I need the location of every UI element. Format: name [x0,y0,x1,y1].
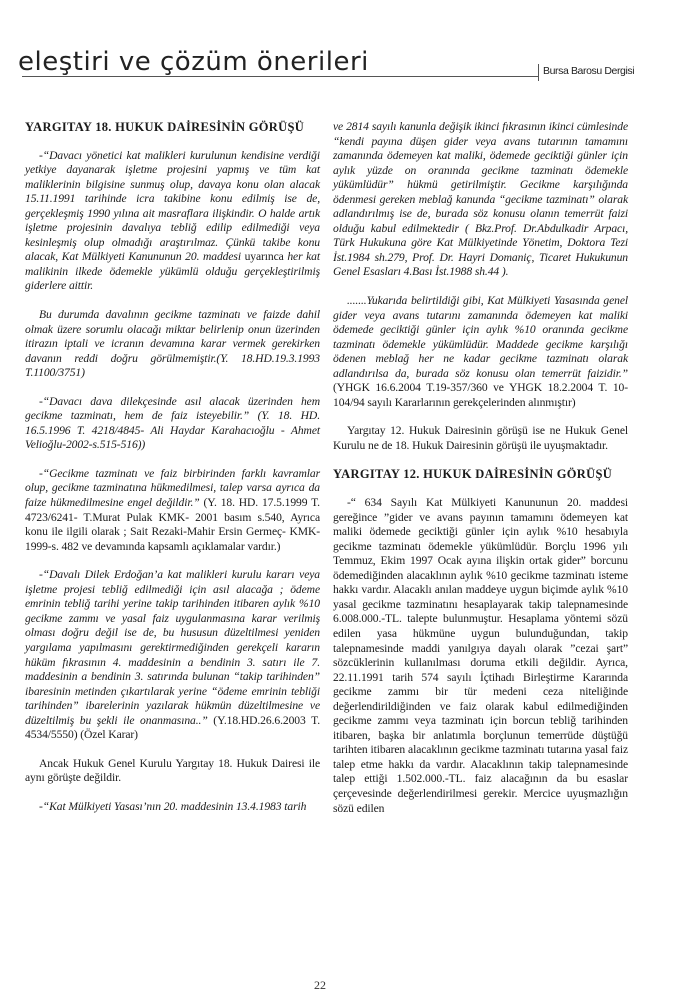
right-column [333,120,628,830]
left-paragraph-6 [25,757,320,786]
left-paragraph-2 [25,308,320,381]
left-p5-normal: (Y.18.HD.26.6.2003 T. 4534/5550) (Özel Karar) [25,713,320,742]
left-p5-italic: -“Davalı Dilek Erdoğan’a kat malikleri kurulu kararı veya işletme projesi tebliğ edilmediği için asıl alacağa ; ödeme emrinin tebliğ tarihi yerine takip tarihinden itibaren aylık %10 gecikme zammı ve yasal faiz uygulanmasına karar verilmiş olması doğru değil ise de, bu hususun düzeltilmesi yeniden yargılama yapılmasını gerektirmediğinden gerekçeli kararın hüküm fıkrasının 4. maddesinin a bendinin 3. satırı ile 7. maddesinin a bendinin 3. satırında bulunan “takip tarihinden” ibaresinin metinden çıkartılarak yerine “ödeme emrinin tebliği tarihinden” ibarelerinin yazılarak hükmün düzeltilmesine ve düzeltilmiş bu şekli ile onanmasına..” [25,568,320,727]
left-paragraph-3 [25,395,320,453]
right-heading: YARGITAY 12. HUKUK DAİRESİNİN GÖRÜŞÜ [333,467,613,482]
left-paragraph-5 [25,568,320,743]
right-p3-normal: Yargıtay 12. Hukuk Dairesinin görüşü ise ne Hukuk Genel Kurulu ne de 18. Hukuk Dairesinin görüşü ile uyuşmaktadır. [333,424,628,452]
right-paragraph-1 [333,120,628,280]
left-p2-italic: Bu durumda davalının gecikme tazminatı ve faizde dahil olmak üzere sorumlu olacağı miktar belirlenip onun üzerinden itirazın iptali ve icranın devamına karar vermek gerekirken davanın reddi doğru görülmemiştir.(Y. 18.HD.19.3.1993 T.1100/3751) [25,308,320,380]
right-paragraph-2 [333,294,628,410]
right-paragraph-3 [333,424,628,453]
right-p2-italic: .......Yukarıda belirtildiği gibi, Kat Mülkiyeti Yasasında genel gider veya avans tutarını zamanında ödemeyen kat maliki ödemede geciktiği günler için aylık %10 oranında gecikme tazminatı ödemekle yükümlüdür. Maddede gecikme karşılığı ödenen meblağ her ne kadar gecikme tazminatı olarak adlandırılsa da, burada söz konusu olan temerrüt faizidir.” [333,294,628,380]
left-paragraph-1 [25,149,320,294]
left-p1-italic: -“Davacı yönetici kat malikleri kurulunun kendisine verdiği yetkiye dayanarak işletme projesini yapmış ve tüm kat maliklerinin bilgisine sunmuş olup, davaya konu olan alacak 15.11.1991 tarihinde icra takibine konu edilmiş ise de, gerçekleşmiş 1990 yılına ait masraflara ilişkindir. O halde artık işletme projesinin davalıya tebliğ edilip edilmediği veya kesinleşmiş olup olmadığı araştırılmaz. Çünkü takibe konu alacak, Kat Mülkiyeti Kanununun 20. maddesi [25,148,320,264]
left-heading: YARGITAY 18. HUKUK DAİRESİNİN GÖRÜŞÜ [25,120,305,134]
left-p6-normal: Ancak Hukuk Genel Kurulu Yargıtay 18. Hukuk Dairesi ile aynı görüşte değildir. [25,756,320,785]
right-paragraph-4 [333,496,628,816]
right-p1-italic: ve 2814 sayılı kanunla değişik ikinci fıkrasının ikinci cümlesinde “kendi payına düşen gider veya avans tutarının tamamını zamanında ödemeyen kat maliki, ödemede geciktiği günler için aylık yüzde on oranında gecikme tazminatı ödemekle yükümlüdür” hükmü getirilmiştir. Gecikme karşılığında ödenmesi gereken meblağ kanunda “gecikme tazminatı” olarak adlandırılmış ise de, burada söz konusu olanın temerrüt faizi olduğu kabul edilmektedir ( Bkz.Prof. Dr.Abdulkadir Arpacı, Türk Hukukuna göre Kat Mülkiyetinde Yönetim, Doktora Tezi İst.1984 sh.279, Prof. Dr. Hayri Domaniç, Ticaret Hukukunun Genel Esasları 4.Bası İst.1988 sh.44 ). [333,120,628,279]
journal-name: Bursa Barosu Dergisi [543,65,635,77]
right-p2-normal: (YHGK 16.6.2004 T.19-357/360 ve YHGK 18.2.2004 T. 10-104/94 sayılı Kararlarının gerekçelerinden alınmıştır) [333,381,628,409]
left-paragraph-7 [25,800,320,815]
left-p3-italic: -“Davacı dava dilekçesinde asıl alacak üzerinden hem gecikme tazminatı, hem de faiz isteyebilir.” (Y. 18. HD. 16.5.1996 T. 4218/4845- Ali Haydar Karahacıoğlu - Ahmet Velioğlu-2002-s.515-516)) [25,394,320,452]
right-p4-normal: -“ 634 Sayılı Kat Mülkiyeti Kanununun 20. maddesi gereğince ”gider ve avans payının tamamını ödemeyen kat maliki ödemede geciktiği günler için aylık %10 hesabıyla gecikme tazminatı ödemekle yükümlüdür. Borçlu 1996 yılı Temmuz, Ekim 1997 Ocak ayına ilişkin ortak gider” borcunu ödemediğinden alacaklının aylık %10 gecikme tazminatı isteme hakkı vardır. Alacaklı anılan maddeye uygun biçimde aylık %10 yasal gecikme tazminatını hesaplayarak takip talepnamesinde 6.008.000.-TL. talepte bulunmuştur. Hesaplama yöntemi sözü edilen yasa hükmüne uygun bulunduğundan, takip talepnamesinde maddi yanılgıya dayalı olarak ”cezai şart” sözcüklerinin kullanılması doruma etkili değildir. Ayrıca, 22.11.1991 tarih 574 sayılı İçtihadı Birleştirme Kararında gecikme zammı bir tür medeni ceza niteliğinde değerlendirildiğinden ve faiz olarak kabul edilmediğinden gecikme zammı veya tazminatı için borcun tebliğ tarihinden itibaren, başka bir anlatımla borçlunun temerrüde düştüğü tarihten itibaren alacaklının gecikme tazminatı tutarına yasal faiz talep etme hakkı da vardır. Alacaklının takip talepnamesinde talep ettiği 1.502.000.-TL. faiz alacağının da bu esaslar çerçevesinde değerlendirilmesi gerekir. Mercice uyuşmazlığın sözü edilen [333,496,628,815]
left-p4-italic: -“Gecikme tazminatı ve faiz birbirinden farklı kavramlar olup, gecikme tazminatına hükmedilmesi, talep varsa ayrıca da faize hükmedilmesine engel değildir.” [25,466,320,510]
left-p1-normal: uyarınca [240,250,284,264]
left-p1-italic-2: her kat malikinin ilkede ödemekle yükümlü olduğu gerçekleştirilmiş giderlere aittir. [25,250,320,293]
section-title: eleştiri ve çözüm önerileri [18,47,369,77]
page-number: 22 [314,978,326,992]
header-divider [538,64,539,81]
left-p4-normal: (Y. 18. HD. 17.5.1999 T. 4723/6241- T.Murat Pulak KMK- 2001 basım s.540, Ayrıca konu ile ilgili olarak ; Sait Rezaki-Mahir Ersin Germeç- KMK-1999-s. 482 ve devamında kapsamlı açıklamalar vardır.) [25,496,320,553]
left-column [25,120,320,828]
left-paragraph-4 [25,467,320,554]
header-rule [22,76,538,77]
left-p7-italic: -“Kat Mülkiyeti Yasası’nın 20. maddesinin 13.4.1983 tarih [39,799,307,813]
